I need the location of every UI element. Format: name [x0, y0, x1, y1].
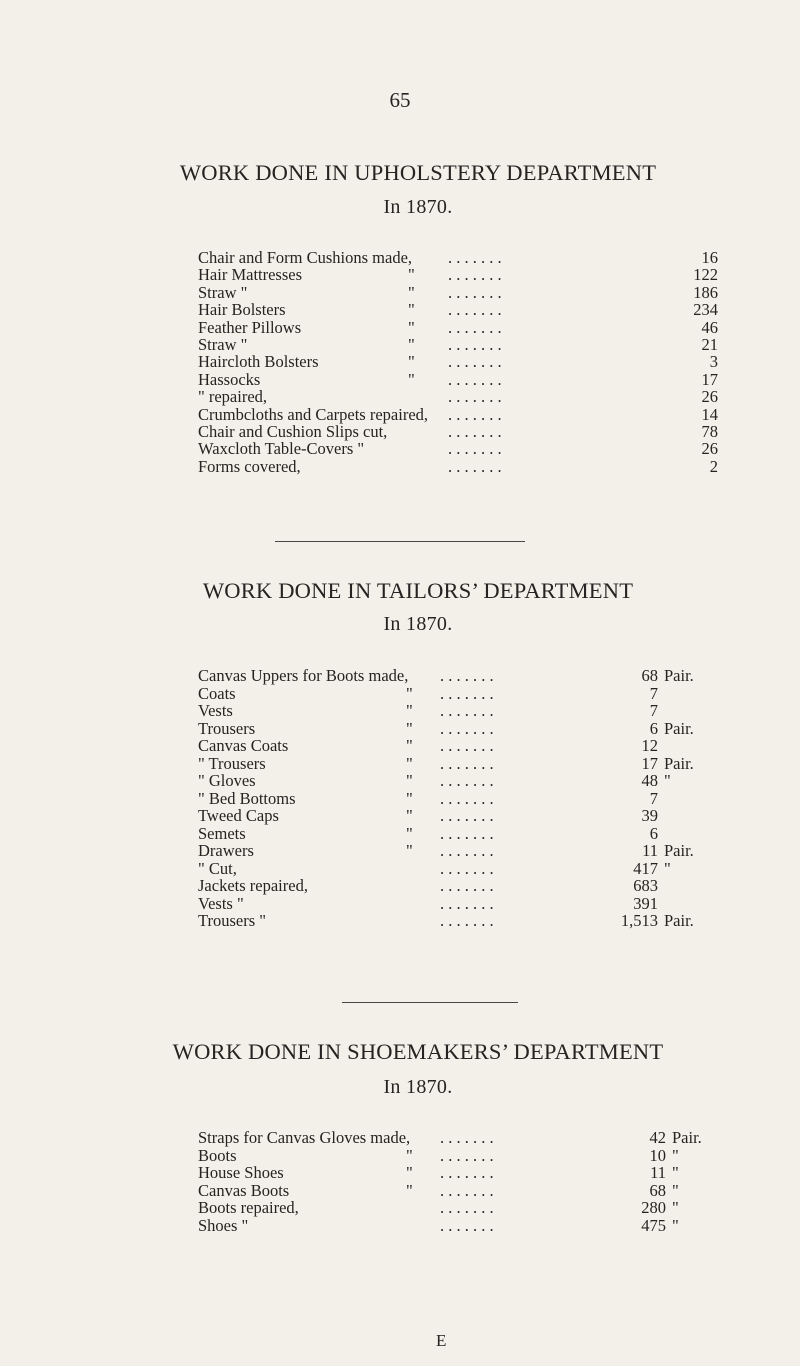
row-value: 2	[709, 456, 718, 476]
table-row	[0, 1181, 800, 1199]
row-label: Canvas Coats	[198, 736, 289, 755]
ditto-mark: "	[408, 352, 415, 372]
row-value: 122	[693, 265, 718, 285]
dot-leader: . . . . . . .	[448, 282, 502, 302]
row-label: Hassocks	[198, 369, 261, 389]
row-label: Drawers	[198, 841, 254, 860]
row-label: " Bed Bottoms	[198, 788, 296, 808]
row-label: Straw "	[198, 334, 248, 354]
table-row	[0, 387, 800, 407]
dot-leader: . . . . . . .	[440, 718, 494, 738]
row-value: 7	[649, 683, 658, 703]
row-label: Semets	[198, 823, 246, 843]
row-label: House Shoes	[198, 1163, 284, 1182]
row-unit: "	[672, 1180, 679, 1200]
ditto-mark: "	[406, 1180, 413, 1200]
dot-leader: . . . . . . .	[440, 841, 494, 860]
dot-leader: . . . . . . .	[440, 683, 494, 703]
dot-leader: . . . . . . .	[448, 300, 502, 320]
row-value: 3	[709, 352, 718, 372]
dot-leader: . . . . . . .	[440, 771, 494, 790]
table-row	[0, 1216, 800, 1234]
ditto-mark: "	[406, 718, 413, 738]
dot-leader: . . . . . . .	[440, 893, 494, 913]
ditto-mark: "	[406, 1163, 413, 1182]
upholstery-table	[0, 248, 800, 474]
dot-leader: . . . . . . .	[448, 248, 502, 267]
row-value: 11	[650, 1163, 666, 1182]
table-row	[0, 265, 800, 285]
table-row	[0, 754, 800, 772]
table-row	[0, 859, 800, 877]
dot-leader: . . . . . . .	[440, 736, 494, 755]
dot-leader: . . . . . . .	[448, 387, 502, 407]
ditto-mark: "	[408, 265, 415, 285]
tailors-divider	[342, 1002, 518, 1003]
row-label: Coats	[198, 683, 236, 703]
dot-leader: . . . . . . .	[448, 456, 502, 476]
row-value: 6	[649, 718, 658, 738]
row-unit: "	[664, 771, 671, 790]
table-row	[0, 422, 800, 439]
dot-leader: . . . . . . .	[448, 369, 502, 389]
table-row	[0, 248, 800, 265]
row-label: Trousers	[198, 718, 256, 738]
row-value: 26	[701, 439, 718, 459]
dot-leader: . . . . . . .	[440, 1198, 494, 1217]
row-value: 48	[641, 771, 658, 790]
signature-mark: E	[436, 1331, 447, 1350]
row-label: Boots	[198, 1145, 237, 1165]
dot-leader: . . . . . . .	[440, 1145, 494, 1165]
ditto-mark: "	[406, 701, 413, 720]
row-label: Waxcloth Table-Covers "	[198, 439, 365, 459]
table-row	[0, 806, 800, 824]
row-label: " Cut,	[198, 858, 237, 878]
ditto-mark: "	[406, 736, 413, 755]
dot-leader: . . . . . . .	[440, 1180, 494, 1200]
row-value: 475	[641, 1215, 666, 1235]
row-label: Forms covered,	[198, 456, 301, 476]
page-number: 65	[389, 88, 411, 112]
dot-leader: . . . . . . .	[448, 265, 502, 285]
dot-leader: . . . . . . .	[448, 334, 502, 354]
dot-leader: . . . . . . .	[440, 788, 494, 808]
table-row	[0, 352, 800, 372]
dot-leader: . . . . . . .	[448, 421, 502, 441]
row-label: Boots repaired,	[198, 1198, 299, 1217]
ditto-mark: "	[408, 369, 415, 389]
row-label: Canvas Uppers for Boots made,	[198, 666, 409, 685]
row-value: 17	[641, 753, 658, 773]
row-value: 42	[649, 1128, 666, 1147]
table-row	[0, 789, 800, 807]
tailors-year: In 1870.	[383, 613, 453, 635]
dot-leader: . . . . . . .	[448, 317, 502, 337]
table-row	[0, 439, 800, 459]
row-value: 683	[633, 876, 658, 895]
table-row	[0, 318, 800, 335]
row-value: 7	[649, 701, 658, 720]
row-value: 39	[641, 806, 658, 825]
ditto-mark: "	[406, 683, 413, 703]
upholstery-heading: WORK DONE IN UPHOLSTERY DEPARTMENT	[179, 160, 657, 185]
table-row	[0, 824, 800, 842]
row-label: Straw "	[198, 282, 248, 302]
row-label: Chair and Form Cushions made,	[198, 248, 413, 267]
ditto-mark: "	[408, 282, 415, 302]
row-unit: "	[672, 1215, 679, 1235]
row-value: 46	[701, 317, 718, 337]
row-value: 417	[633, 858, 658, 878]
row-label: Haircloth Bolsters	[198, 352, 319, 372]
row-unit: Pair.	[664, 841, 694, 860]
table-row	[0, 701, 800, 719]
upholstery-year: In 1870.	[383, 196, 453, 218]
table-row	[0, 736, 800, 754]
dot-leader: . . . . . . .	[440, 701, 494, 720]
row-value: 186	[693, 282, 718, 302]
row-value: 78	[701, 421, 718, 441]
dot-leader: . . . . . . .	[440, 1163, 494, 1182]
row-label: Vests "	[198, 893, 244, 913]
dot-leader: . . . . . . .	[440, 806, 494, 825]
dot-leader: . . . . . . .	[448, 439, 502, 459]
row-value: 16	[701, 248, 718, 267]
row-value: 234	[693, 300, 718, 320]
table-row	[0, 300, 800, 320]
table-row	[0, 457, 800, 474]
row-value: 12	[641, 736, 658, 755]
table-row	[0, 666, 800, 684]
table-row	[0, 1198, 800, 1216]
ditto-mark: "	[406, 823, 413, 843]
row-label: " Trousers	[198, 753, 266, 773]
row-unit: Pair.	[672, 1128, 702, 1147]
row-label: " repaired,	[198, 387, 268, 407]
row-unit: Pair.	[664, 718, 694, 738]
row-value: 26	[701, 387, 718, 407]
row-value: 17	[701, 369, 718, 389]
row-value: 280	[641, 1198, 666, 1217]
row-label: Hair Mattresses	[198, 265, 303, 285]
dot-leader: . . . . . . .	[440, 858, 494, 878]
table-row	[0, 370, 800, 387]
ditto-mark: "	[408, 300, 415, 320]
row-label: Jackets repaired,	[198, 876, 308, 895]
tailors-table	[0, 666, 800, 929]
table-row	[0, 335, 800, 352]
row-label: Hair Bolsters	[198, 300, 286, 320]
ditto-mark: "	[406, 753, 413, 773]
ditto-mark: "	[406, 1145, 413, 1165]
row-label: Vests	[198, 701, 233, 720]
table-row	[0, 1163, 800, 1181]
ditto-mark: "	[408, 334, 415, 354]
row-label: Crumbcloths and Carpets repaired,	[198, 404, 429, 424]
ditto-mark: "	[408, 317, 415, 337]
row-label: Tweed Caps	[198, 806, 279, 825]
row-unit: Pair.	[664, 753, 694, 773]
row-value: 391	[633, 893, 658, 913]
dot-leader: . . . . . . .	[440, 666, 494, 685]
row-label: Canvas Boots	[198, 1180, 290, 1200]
table-row	[0, 876, 800, 894]
ditto-mark: "	[406, 806, 413, 825]
dot-leader: . . . . . . .	[440, 911, 494, 930]
table-row	[0, 684, 800, 702]
table-row	[0, 894, 800, 912]
row-unit: "	[672, 1145, 679, 1165]
row-value: 1,513	[620, 911, 658, 930]
table-row	[0, 1128, 800, 1146]
row-value: 14	[701, 404, 718, 424]
table-row	[0, 771, 800, 789]
row-unit: "	[672, 1198, 679, 1217]
row-value: 68	[649, 1180, 666, 1200]
row-label: " Gloves	[198, 771, 256, 790]
dot-leader: . . . . . . .	[440, 1128, 494, 1147]
upholstery-divider	[275, 541, 525, 542]
shoemakers-table	[0, 1128, 800, 1233]
table-row	[0, 911, 800, 929]
table-row	[0, 719, 800, 737]
row-unit: "	[672, 1163, 679, 1182]
row-unit: Pair.	[664, 666, 694, 685]
dot-leader: . . . . . . .	[448, 352, 502, 372]
row-value: 11	[642, 841, 658, 860]
row-value: 68	[641, 666, 658, 685]
table-row	[0, 841, 800, 859]
row-label: Feather Pillows	[198, 317, 302, 337]
dot-leader: . . . . . . .	[440, 753, 494, 773]
ditto-mark: "	[406, 788, 413, 808]
ditto-mark: "	[406, 771, 413, 790]
row-unit: Pair.	[664, 911, 694, 930]
row-value: 6	[649, 823, 658, 843]
row-label: Trousers "	[198, 911, 267, 930]
dot-leader: . . . . . . .	[448, 404, 502, 424]
row-value: 10	[649, 1145, 666, 1165]
ditto-mark: "	[406, 841, 413, 860]
tailors-heading: WORK DONE IN TAILORS’ DEPARTMENT	[202, 578, 634, 603]
row-label: Shoes "	[198, 1215, 249, 1235]
table-row	[0, 1146, 800, 1164]
row-value: 21	[701, 334, 718, 354]
row-unit: "	[664, 858, 671, 878]
dot-leader: . . . . . . .	[440, 1215, 494, 1235]
table-row	[0, 283, 800, 300]
row-value: 7	[649, 788, 658, 808]
shoemakers-heading: WORK DONE IN SHOEMAKERS’ DEPARTMENT	[172, 1039, 664, 1064]
table-row	[0, 405, 800, 422]
shoemakers-year: In 1870.	[383, 1076, 453, 1098]
dot-leader: . . . . . . .	[440, 876, 494, 895]
row-label: Chair and Cushion Slips cut,	[198, 421, 388, 441]
row-label: Straps for Canvas Gloves made,	[198, 1128, 411, 1147]
dot-leader: . . . . . . .	[440, 823, 494, 843]
